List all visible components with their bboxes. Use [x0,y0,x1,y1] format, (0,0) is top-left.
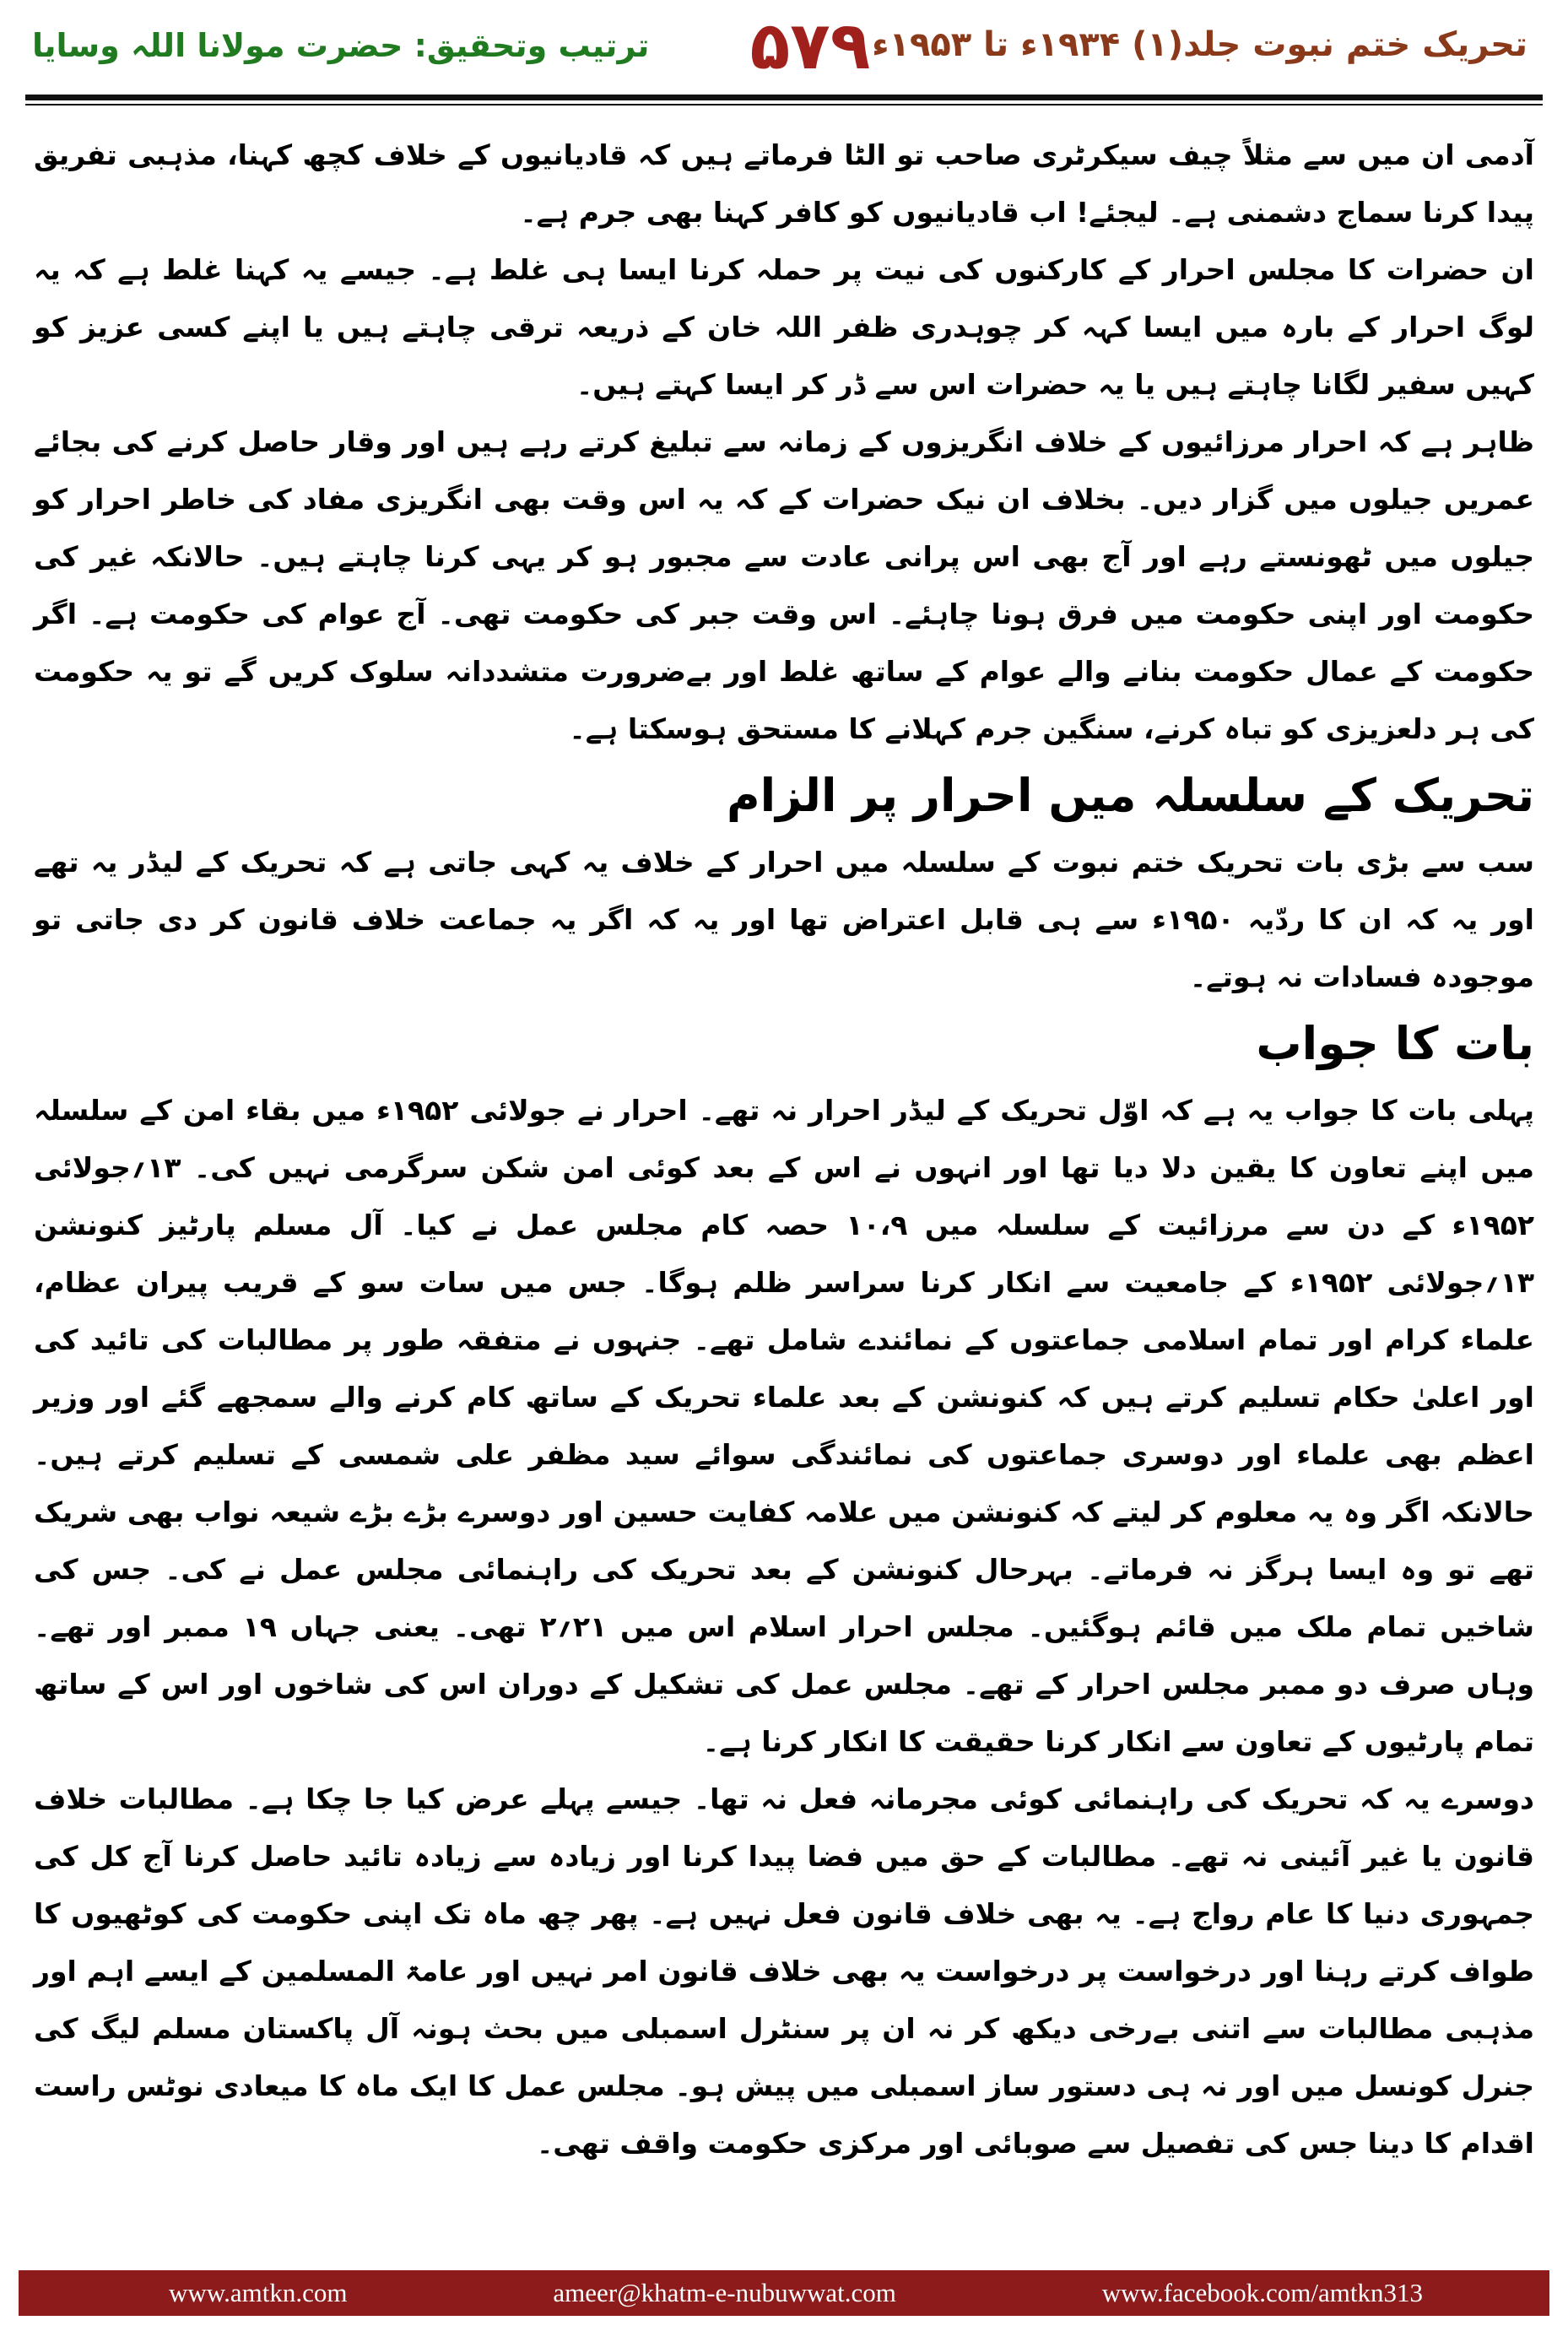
website-link[interactable]: www.amtkn.com [169,2278,348,2307]
book-title: تحریک ختم نبوت جلد(۱) ۱۹۳۴ء تا ۱۹۵۳ء [872,25,1527,64]
body-paragraph: ظاہر ہے کہ احرار مرزائیوں کے خلاف انگریزوں کے زمانہ سے تبلیغ کرتے رہے ہیں اور وقار حاصل کرنے کی بجائے عمریں جیلوں میں گزار دیں۔ بخلاف ان نیک حضرات کے کہ یہ اس وقت بھی انگریزی مفاد کی خاطر احرار کو جیلوں میں ٹھونستے رہے اور آج بھی اس پرانی عادت سے مجبور ہو کر یہی کرنا چاہتے ہیں۔ حالانکہ غیر کی حکومت اور اپنی حکومت میں فرق ہونا چاہئے۔ اس وقت جبر کی حکومت تھی۔ آج عوام کی حکومت ہے۔ اگر حکومت کے عمال حکومت بنانے والے عوام کے ساتھ غلط اور بےضرورت متشددانہ سلوک کریں گے تو یہ حکومت کی ہر دلعزیزی کو تباہ کرنے، سنگین جرم کہلانے کا مستحق ہوسکتا ہے۔ [34,425,1534,745]
editor-credit: ترتیب وتحقیق: حضرت مولانا اللہ وسایا [32,27,650,64]
body-paragraph: سب سے بڑی بات تحریک ختم نبوت کے سلسلہ میں احرار کے خلاف یہ کہی جاتی ہے کہ تحریک کے لیڈر یہ تھے اور یہ کہ ان کا ردّیہ ۱۹۵۰ء سے ہی قابل اعتراض تھا اور یہ کہ اگر یہ جماعت خلاف قانون کر دی جاتی تو موجودہ فسادات نہ ہوتے۔ [34,846,1534,993]
email-link[interactable]: ameer@khatm-e-nubuwwat.com [553,2278,896,2307]
header-rule-thick [25,95,1543,100]
footer-bar [19,2270,1549,2316]
section-heading: تحریک کے سلسلہ میں احرار پر الزام [727,769,1534,822]
body-paragraph: دوسرے یہ کہ تحریک کی راہنمائی کوئی مجرمانہ فعل نہ تھا۔ جیسے پہلے عرض کیا جا چکا ہے۔ مطالبات خلاف قانون یا غیر آئینی نہ تھے۔ مطالبات کے حق میں فضا پیدا کرنا اور زیادہ سے زیادہ تائید حاصل کرنا آج کل کی جمہوری دنیا کا عام رواج ہے۔ یہ بھی خلاف قانون فعل نہیں ہے۔ پھر چھ ماہ تک اپنی حکومت کی کوٹھیوں کا طواف کرتے رہنا اور درخواست پر درخواست یہ بھی خلاف قانون امر نہیں اور عامۃ المسلمین کے ایسے اہم اور مذہبی مطالبات سے اتنی بےرخی دیکھ کر نہ ان پر سنٹرل اسمبلی میں بحث ہونہ آل پاکستان مسلم لیگ کی جنرل کونسل میں اور نہ ہی دستور ساز اسمبلی میں پیش ہو۔ مجلس عمل کا ایک ماہ کا میعادی نوٹس راست اقدام کا دینا جس کی تفصیل سے صوبائی اور مرکزی حکومت واقف تھی۔ [34,1782,1534,2160]
header-rule-thin [25,104,1543,105]
body-paragraph: پہلی بات کا جواب یہ ہے کہ اوّل تحریک کے لیڈر احرار نہ تھے۔ احرار نے جولائی ۱۹۵۲ء میں بقاء امن کے سلسلہ میں اپنے تعاون کا یقین دلا دیا تھا اور انہوں نے اس کے بعد کوئی امن شکن سرگرمی نہیں کی۔ ۱۳؍جولائی ۱۹۵۲ء کے دن سے مرزائیت کے سلسلہ میں ۱۰،۹ حصہ کام مجلس عمل نے کیا۔ آل مسلم پارٹیز کنونشن ۱۳؍جولائی ۱۹۵۲ء کے جامعیت سے انکار کرنا سراسر ظلم ہوگا۔ جس میں سات سو کے قریب پیران عظام، علماء کرام اور تمام اسلامی جماعتوں کے نمائندے شامل تھے۔ جنہوں نے متفقہ طور پر مطالبات کی تائید کی اور اعلیٰ حکام تسلیم کرتے ہیں کہ کنونشن کے بعد علماء تحریک کے ساتھ کام کرنے والے سمجھے گئے اور وزیر اعظم بھی علماء اور دوسری جماعتوں کی نمائندگی سوائے سید مظفر علی شمسی کے تسلیم کرتے ہیں۔ حالانکہ اگر وہ یہ معلوم کر لیتے کہ کنونشن میں علامہ کفایت حسین اور دوسرے بڑے بڑے شیعہ نواب بھی شریک تھے تو وہ ایسا ہرگز نہ فرماتے۔ بہرحال کنونشن کے بعد تحریک کی راہنمائی مجلس عمل نے کی۔ جس کی شاخیں تمام ملک میں قائم ہوگئیں۔ مجلس احرار اسلام اس میں ۲۱؍۲ تھی۔ یعنی جہاں ۱۹ ممبر اور تھے۔ وہاں صرف دو ممبر مجلس احرار کے تھے۔ مجلس عمل کی تشکیل کے دوران اس کی شاخوں اور اس کے ساتھ تمام پارٹیوں کے تعاون سے انکار کرنا حقیقت کا انکار کرنا ہے۔ [34,1094,1534,1758]
body-paragraph: ان حضرات کا مجلس احرار کے کارکنوں کی نیت پر حملہ کرنا ایسا ہی غلط ہے۔ جیسے یہ کہنا غلط ہے کہ یہ لوگ احرار کے بارہ میں ایسا کہہ کر چوہدری ظفر اللہ خان کے ذریعہ ترقی چاہتے ہیں یا اپنے کسی عزیز کو کہیں سفیر لگانا چاہتے ہیں یا یہ حضرات اس سے ڈر کر ایسا کہتے ہیں۔ [34,253,1534,401]
page-number: ۵۷۹ [749,8,871,84]
body-paragraph: آدمی ان میں سے مثلاً چیف سیکرٹری صاحب تو الٹا فرماتے ہیں کہ قادیانیوں کے خلاف کچھ کہنا، مذہبی تفریق پیدا کرنا سماج دشمنی ہے۔ لیجئے! اب قادیانیوں کو کافر کہنا بھی جرم ہے۔ [34,138,1534,229]
page-header [0,0,1568,118]
facebook-link[interactable]: www.facebook.com/amtkn313 [1101,2278,1423,2307]
section-heading: بات کا جواب [1256,1017,1534,1070]
page-content [34,127,1534,2172]
